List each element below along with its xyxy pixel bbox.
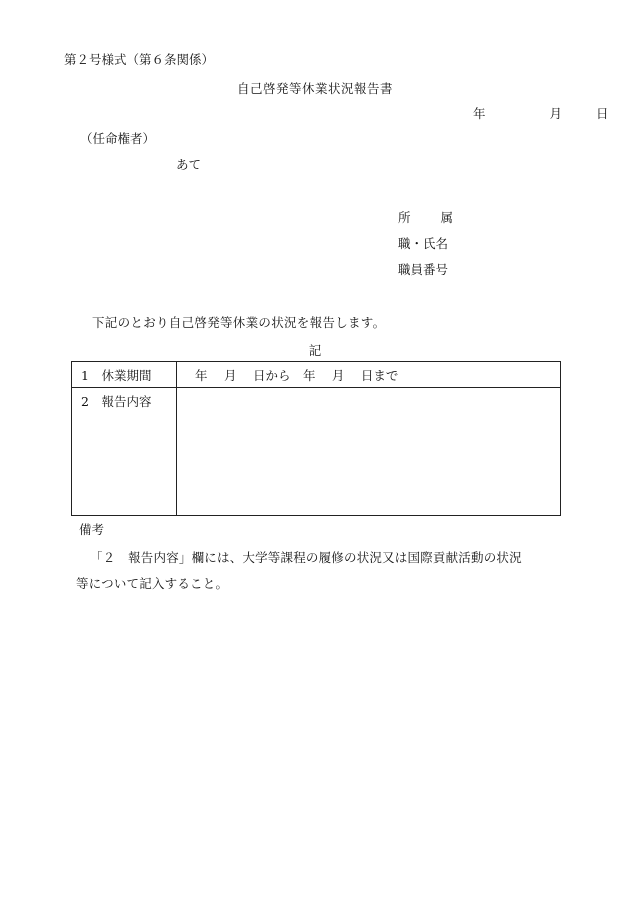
date-month: 月 bbox=[549, 106, 563, 121]
report-content-field[interactable] bbox=[177, 388, 561, 516]
staff-number-label: 職員番号 bbox=[398, 262, 449, 277]
leave-period-label: 1 休業期間 bbox=[72, 362, 177, 388]
appointer-label: （任命権者） bbox=[80, 131, 156, 146]
ki-heading: 記 bbox=[308, 343, 322, 358]
leave-period-field[interactable]: 年 月 日から 年 月 日まで bbox=[177, 362, 561, 388]
table-row bbox=[72, 362, 561, 388]
affiliation-right: 属 bbox=[440, 210, 454, 225]
date-year: 年 bbox=[473, 106, 486, 121]
report-table bbox=[71, 361, 561, 516]
position-name-label: 職・氏名 bbox=[398, 236, 449, 251]
date-day: 日 bbox=[596, 106, 609, 121]
addressee-ate: あて bbox=[176, 157, 202, 172]
report-content-label: 2 報告内容 bbox=[72, 388, 177, 516]
date-line bbox=[473, 104, 609, 122]
document-title: 自己啓発等休業状況報告書 bbox=[236, 81, 393, 96]
remarks-line-2: 等について記入すること。 bbox=[76, 576, 229, 591]
affiliation-left: 所 bbox=[398, 210, 411, 225]
table-row bbox=[72, 388, 561, 516]
affiliation-label bbox=[398, 208, 453, 226]
remarks-heading: 備考 bbox=[79, 522, 105, 537]
remarks-line-1: 「２ 報告内容」欄には、大学等課程の履修の状況又は国際貢献活動の状況 bbox=[90, 550, 522, 565]
report-statement: 下記のとおり自己啓発等休業の状況を報告します。 bbox=[92, 315, 386, 330]
form-number: 第２号様式（第６条関係） bbox=[64, 52, 215, 67]
